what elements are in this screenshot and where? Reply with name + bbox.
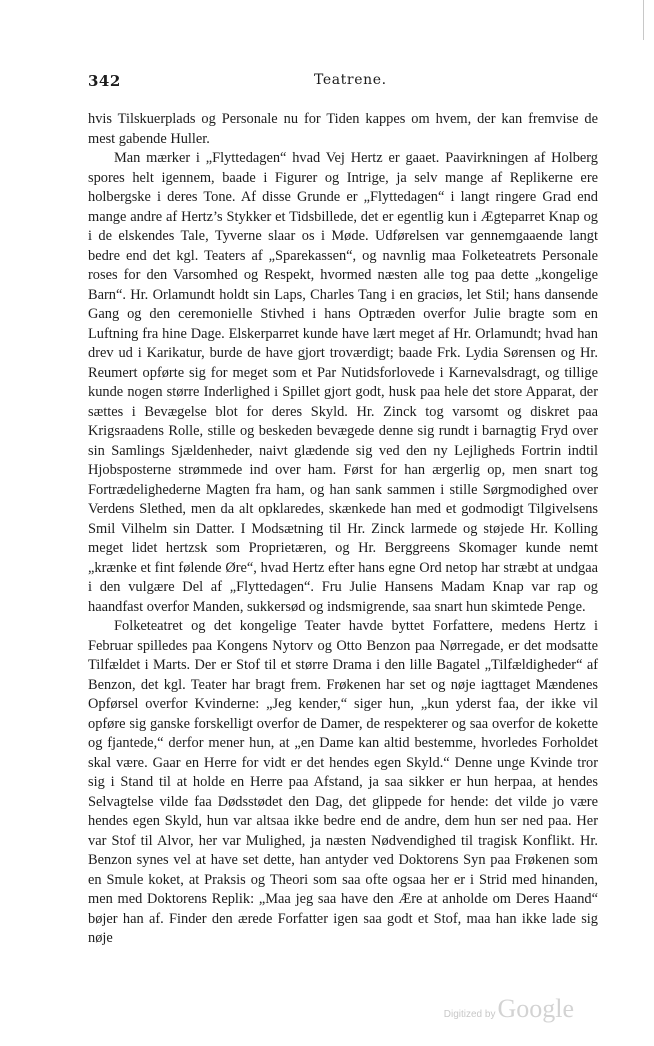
page-edge-mark bbox=[643, 0, 644, 40]
paragraph-continuation: hvis Tilskuerplads og Personale nu for Tiden kappes om hvem, der kan fremvise de mest gabende Huller. bbox=[88, 111, 598, 147]
paragraph-tilfaeldigheder-review: Folketeatret og det kongelige Teater havde byttet Forfattere, medens Hertz i Februar spilledes paa Kongens Nytorv og Otto Benzon paa Nørregade, er det modsatte Tilfældet i Marts. Der er Stof til et større Drama i den lille Bagatel „Tilfældigheder“ af Benzon, det kgl. Teater har bragt frem. Frøkenen har set og nøje iagttaget Mændenes Opførsel overfor Kvinderne: „Jeg kender,“ siger hun, „kun yderst faa, der ikke vil opføre sig ganske forskelligt overfor de Damer, de respekterer og saa overfor de kokette og fjantede,“ derfor mener hun, at „en Dame kan altid bestemme, hvorledes Forholdet skal være. Gaar en Herre for vidt er det hendes egen Skyld.“ Denne unge Kvinde tror sig i Stand til at holde en Herre paa Afstand, ja saa sikker er hun herpaa, at hendes Selvagtelse vilde faa Dødsstødet den Dag, det glippede for hende: det vilde jo være hendes egen Skyld, hun var altsaa ikke bedre end de andre, dem hun ser ned paa. Her var Stof til Alvor, her var Mulighed, ja næsten Nødvendighed til tragisk Konflikt. Hr. Benzon synes vel at have set dette, han antyder ved Doktorens Syn paa Frøkenen som en Smule koket, at Praksis og Theori som saa ofte ogsaa her er i Strid med hinanden, men med Doktorens Replik: „Maa jeg saa have den Ære at anholde om Deres Haand“ bøjer han af. Finder den ærede Forfatter igen saa godt et Stof, maa han ikke lade sig nøje bbox=[88, 618, 598, 946]
watermark-prefix: Digitized by bbox=[443, 1009, 496, 1020]
page-number: 342 bbox=[88, 72, 121, 90]
paragraph-flyttedagen-review: Man mærker i „Flyttedagen“ hvad Vej Hertz er gaaet. Paavirkningen af Holberg spores helt igennem, baade i Figurer og Intrige, ja selv mange af Replikerne ere holbergske i deres Tone. Af disse Grunde er „Flyttedagen“ i langt ringere Grad end mange andre af Hertz’s Stykker et Tidsbillede, det er egentlig kun i Ægteparret Knap og i de elskendes Tale, Tyverne slaar os i Møde. Udførelsen var gennemgaaende langt bedre end det kgl. Teaters af „Sparekassen“, og navnlig maa Folketeatrets Personale roses for den Varsomhed og Respekt, hvormed næsten alle tog paa dette „kongelige Barn“. Hr. Orlamundt holdt sin Laps, Charles Tang i en graciøs, let Stil; hans dansende Gang og den ceremonielle Stivhed i hans Optræden overfor Julie bragte som en Luftning fra hine Dage. Elskerparret kunde have lært meget af Hr. Orlamundt; hvad han drev ud i Karikatur, burde de have gjort troværdigt; baade Frk. Lydia Sørensen og Hr. Reumert opførte sig for meget som et Par Nutidsforlovede i Karnevalsdragt, og tillige kunde nogen større Inderlighed i Spillet gjort godt, husk paa hele det store Apparat, der sættes i Bevægelse blot for deres Skyld. Hr. Zinck tog varsomt og diskret paa Krigsraadens Rolle, stille og beskeden bevægede denne sig rundt i barnagtig Fryd over sin Samlings Sjældenheder, naivt glædende sig ved den ny Lejligheds Fortrin indtil Hjobsposterne strømmede ind over ham. Først for han ærgerlig op, men snart tog Fortrædelighederne Magten fra ham, og han sank sammen i stille Sørgmodighed over Verdens Slethed, men da alt opklaredes, skænkede han med et godmodigt Tilgivelsens Smil Vilhelm sin Datter. I Modsætning til Hr. Zinck larmede og støjede Hr. Kolling meget lidet hertzsk som Proprietæren, og Hr. Berggreens Skomager kunde nemt „krænke et fint følende Øre“, hvad Hertz efter hans egne Ord netop har stræbt at undgaa i den vulgære Del af „Flyttedagen“. Fru Julie Hansens Madam Knap var rap og haandfast overfor Manden, sukkersød og indsmigrende, saa snart hun skimtede Penge. bbox=[88, 150, 598, 615]
google-logo: Google bbox=[497, 994, 574, 1023]
digitized-by-google-watermark bbox=[444, 994, 574, 1024]
body-text bbox=[88, 110, 598, 949]
page-header bbox=[88, 72, 596, 94]
running-title: Teatrene. bbox=[314, 72, 387, 88]
